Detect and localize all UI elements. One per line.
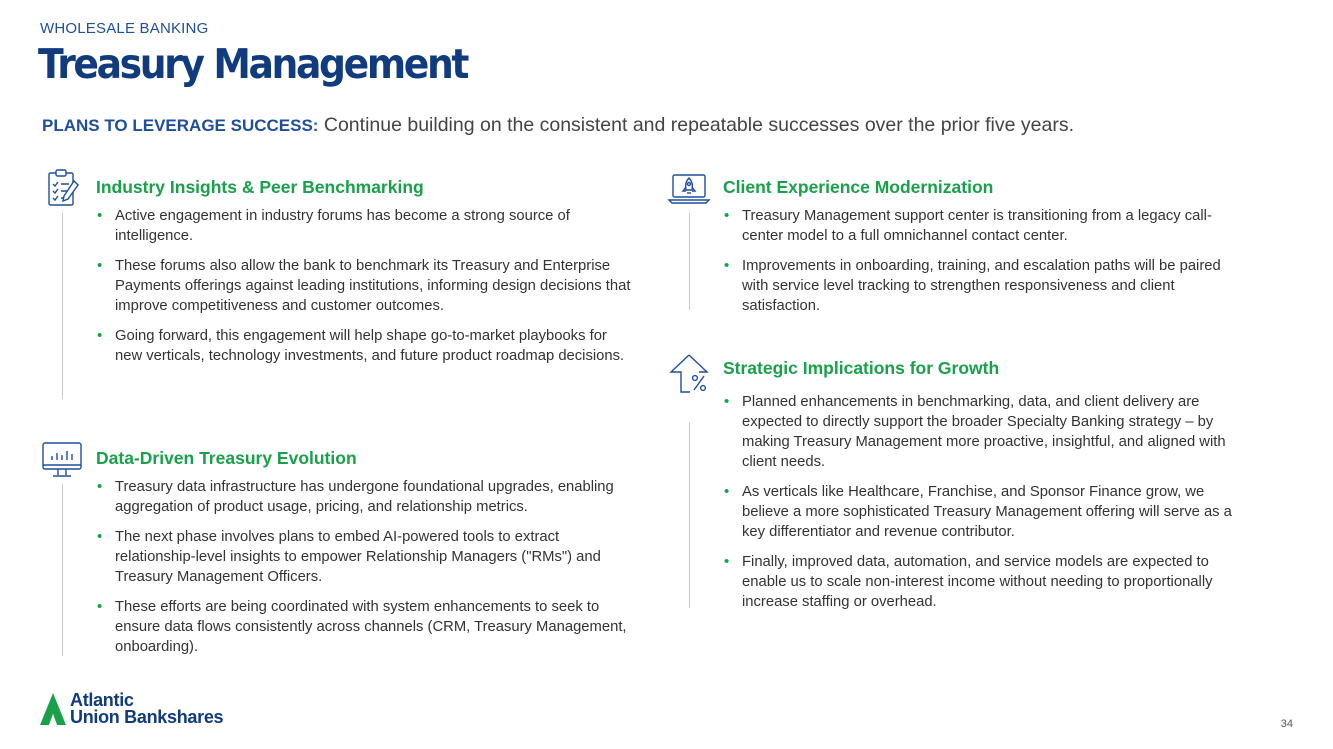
list-item: • Planned enhancements in benchmarking, data, and client delivery are expected to directly support the broader Specialty Banking strategy – by making Treasury Management more proactive, insightful, and aligned with client needs. (723, 392, 1233, 472)
list-item: • Active engagement in industry forums has become a strong source of intelligence. (96, 206, 636, 246)
list-item: • Improvements in onboarding, training, and escalation paths will be paired with service level tracking to strengthen responsiveness and client satisfaction. (723, 256, 1233, 316)
bullet-list (96, 477, 636, 657)
monitor-chart-icon (40, 438, 84, 482)
section-client-experience (723, 177, 1233, 326)
laptop-rocket-icon (667, 167, 711, 211)
section-data-driven (96, 448, 636, 667)
clipboard-checklist-icon (40, 167, 84, 211)
bullet-list (96, 206, 636, 366)
company-logo (40, 692, 223, 726)
tagline (42, 114, 1074, 137)
arrow-up-percent-icon (667, 352, 711, 396)
bullet-list (723, 392, 1233, 612)
list-item: • Finally, improved data, automation, and service models are expected to enable us to scale non-interest income without needing to proportionally increase staffing or overhead. (723, 552, 1233, 612)
list-item: • These forums also allow the bank to benchmark its Treasury and Enterprise Payments offerings against leading institutions, informing design decisions that improve competitiveness and customer outcomes. (96, 256, 636, 316)
tagline-text: Continue building on the consistent and repeatable successes over the prior five years. (323, 114, 1074, 136)
list-item: • Going forward, this engagement will help shape go-to-market playbooks for new verticals, technology investments, and future product roadmap decisions. (96, 326, 636, 366)
section-strategic-implications (723, 358, 1233, 622)
list-item: • The next phase involves plans to embed AI-powered tools to extract relationship-level insights to empower Relationship Managers ("RMs") and Treasury Management Officers. (96, 527, 636, 587)
section-title: Data-Driven Treasury Evolution (96, 448, 357, 468)
section-title: Client Experience Modernization (723, 177, 994, 197)
list-item: • These efforts are being coordinated with system enhancements to seek to ensure data flows consistently across channels (CRM, Treasury Management, onboarding). (96, 597, 636, 657)
list-item: • As verticals like Healthcare, Franchise, and Sponsor Finance grow, we believe a more sophisticated Treasury Management offering will serve as a key differentiator and revenue contributor. (723, 482, 1233, 542)
list-item: • Treasury data infrastructure has undergone foundational upgrades, enabling aggregation of product usage, pricing, and relationship metrics. (96, 477, 636, 517)
page-number: 34 (1280, 718, 1293, 730)
section-divider-line (689, 422, 690, 608)
kicker: WHOLESALE BANKING (40, 20, 209, 37)
bullet-list (723, 206, 1233, 316)
section-divider-line (62, 484, 63, 656)
list-item: • Treasury Management support center is transitioning from a legacy call-center model to a full omnichannel contact center. (723, 206, 1233, 246)
logo-mark-icon (40, 692, 67, 726)
section-divider-line (689, 213, 690, 310)
section-industry-insights (96, 177, 636, 376)
page-title: Treasury Management (38, 40, 468, 88)
logo-line-1: Atlantic (70, 690, 134, 710)
section-title: Industry Insights & Peer Benchmarking (96, 177, 424, 197)
tagline-lead: PLANS TO LEVERAGE SUCCESS: (42, 116, 319, 135)
section-title: Strategic Implications for Growth (723, 358, 1000, 378)
section-divider-line (62, 213, 63, 399)
logo-line-2: Union Bankshares (70, 707, 224, 727)
